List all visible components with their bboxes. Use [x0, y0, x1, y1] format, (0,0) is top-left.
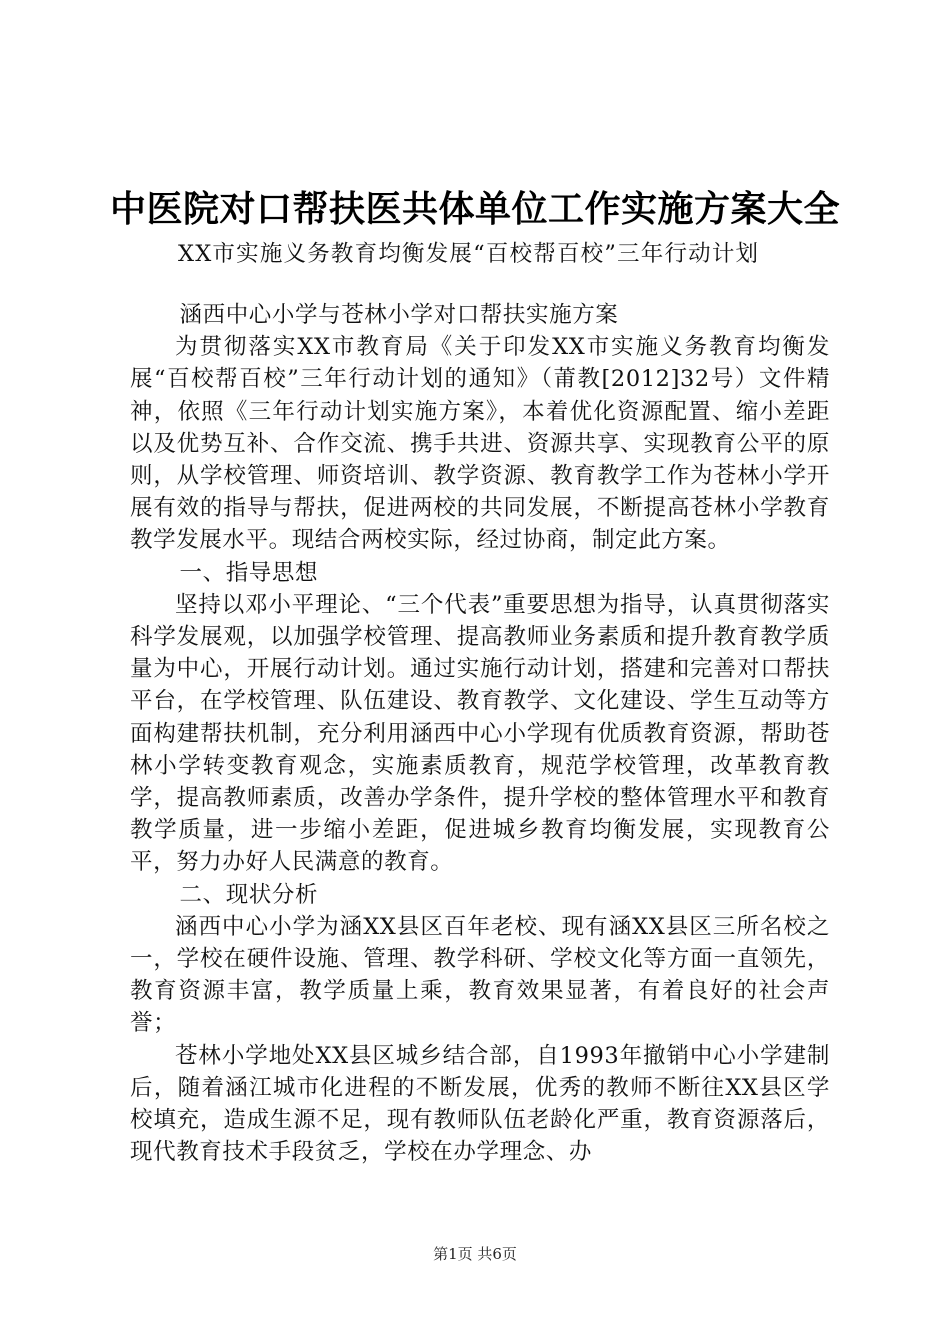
- document-body: [130, 299, 830, 1168]
- section-paragraph: 涵西中心小学为涵XX县区百年老校、现有涵XX县区三所名校之一，学校在硬件设施、管理、教学科研、学校文化等方面一直领先，教育资源丰富，教学质量上乘，教育效果显著，有着良好的社会声誉；: [130, 913, 830, 1037]
- page-footer: 第1页 共6页: [433, 1245, 517, 1263]
- section-heading: 二、现状分析: [179, 881, 319, 908]
- section-paragraph: 坚持以邓小平理论、“三个代表”重要思想为指导，认真贯彻落实科学发展观，以加强学校管理、提高教师业务素质和提升教育教学质量为中心，开展行动计划。通过实施行动计划，搭建和完善对口帮扶平台，在学校管理、队伍建设、教育教学、文化建设、学生互动等方面构建帮扶机制，充分利用涵西中心小学现有优质教育资源，帮助苍林小学转变教育观念，实施素质教育，规范学校管理，改革教育教学，提高教师素质，改善办学条件，提升学校的整体管理水平和教育教学质量，进一步缩小差距，促进城乡教育均衡发展，实现教育公平，努力办好人民满意的教育。: [130, 591, 830, 876]
- section-paragraph: 苍林小学地处XX县区城乡结合部，自1993年撤销中心小学建制后，随着涵江城市化进程的不断发展，优秀的教师不断往XX县区学校填充，造成生源不足，现有教师队伍老龄化严重，教育资源落后，现代教育技术手段贫乏，学校在办学理念、办: [130, 1042, 830, 1166]
- plan-name: 涵西中心小学与苍林小学对口帮扶实施方案: [179, 302, 619, 328]
- intro-paragraph: 为贯彻落实XX市教育局《关于印发XX市实施义务教育均衡发展“百校帮百校”三年行动计划的通知》（莆教[2012]32号）文件精神，依照《三年行动计划实施方案》，本着优化资源配置、缩小差距以及优势互补、合作交流、携手共进、资源共享、实现教育公平的原则，从学校管理、师资培训、教学资源、教育教学工作为苍林小学开展有效的指导与帮扶，促进两校的共同发展，不断提高苍林小学教育教学发展水平。现结合两校实际，经过协商，制定此方案。: [130, 334, 830, 554]
- section-heading: 一、指导思想: [179, 559, 319, 586]
- document-subtitle: XX市实施义务教育均衡发展“百校帮百校”三年行动计划: [178, 241, 760, 267]
- document-title: 中医院对口帮扶医共体单位工作实施方案大全: [109, 189, 840, 230]
